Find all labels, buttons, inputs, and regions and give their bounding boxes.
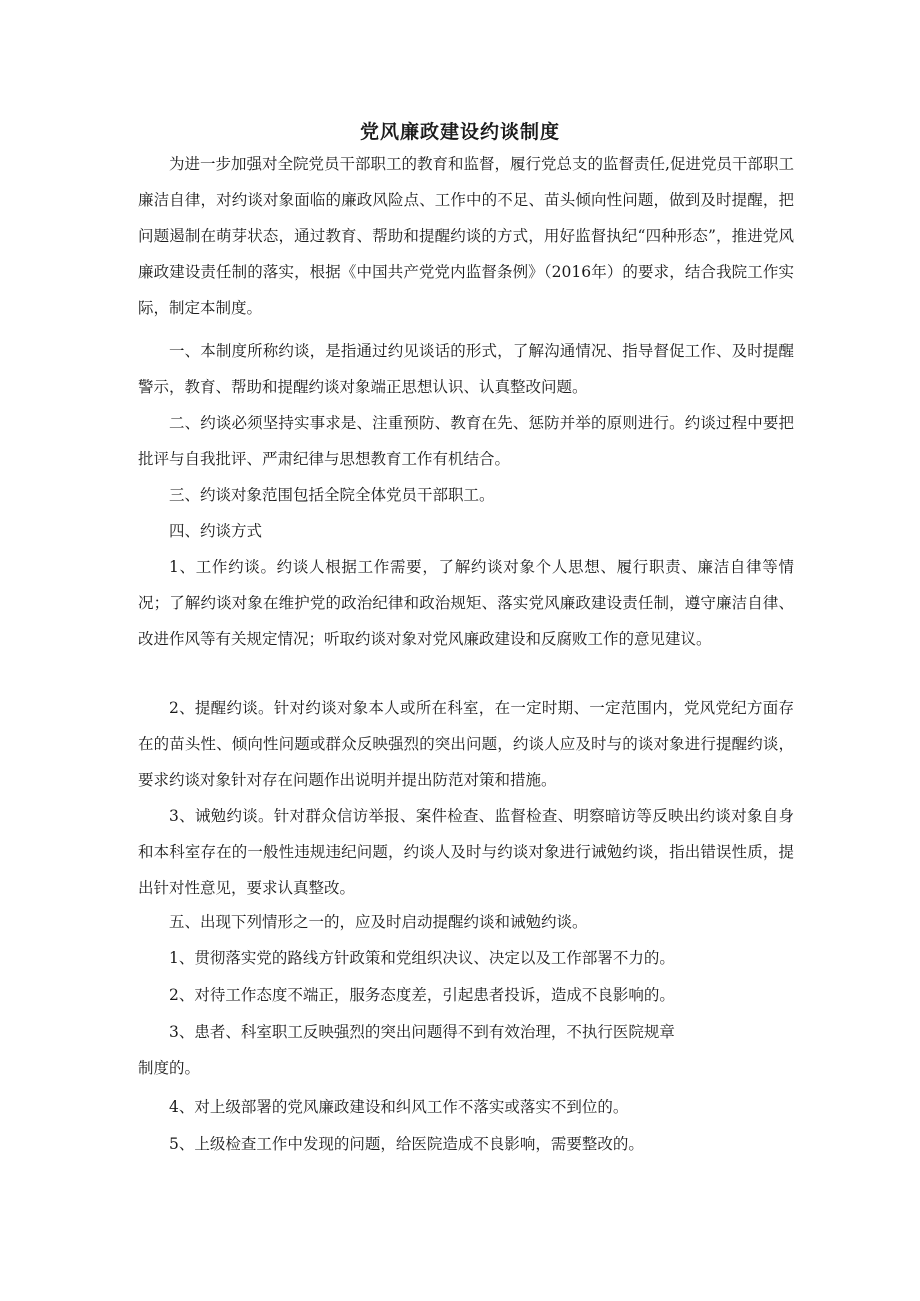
document-title: 党风廉政建设约谈制度 (359, 121, 560, 143)
method-3-paragraph: 3、诫勉约谈。针对群众信访举报、案件检查、监督检查、明察暗访等反映出约谈对象自身和本科室存在的一般性违规违纪问题，约谈人及时与约谈对象进行诫勉约谈，指出错误性质，提出针对性意见，要求认真整改。 (138, 807, 794, 897)
method-1-paragraph: 1、工作约谈。约谈人根据工作需要，了解约谈对象个人思想、履行职责、廉洁自律等情况；了解约谈对象在维护党的政治纪律和政治规矩、落实党风廉政建设责任制，遵守廉洁自律、改进作风等有关规定情况；听取约谈对象对党风廉政建设和反腐败工作的意见建议。 (138, 558, 794, 648)
case-2-item: 2、对待工作态度不端正，服务态度差，引起患者投诉，造成不良影响的。 (169, 986, 675, 1004)
case-1-item: 1、贯彻落实党的路线方针政策和党组织决议、决定以及工作部署不力的。 (169, 949, 675, 967)
case-3-item-continued: 制度的。 (138, 1059, 201, 1077)
section-3-paragraph: 三、约谈对象范围包括全院全体党员干部职工。 (169, 486, 495, 504)
case-3-item: 3、患者、科室职工反映强烈的突出问题得不到有效治理，不执行医院规章 (169, 1023, 675, 1041)
case-4-item: 4、对上级部署的党风廉政建设和纠风工作不落实或落实不到位的。 (169, 1098, 629, 1116)
case-5-item: 5、上级检查工作中发现的问题，给医院造成不良影响，需要整改的。 (169, 1135, 644, 1153)
section-5-paragraph: 五、出现下列情形之一的，应及时启动提醒约谈和诫勉约谈。 (169, 913, 588, 931)
section-4-heading: 四、约谈方式 (169, 522, 263, 540)
method-2-paragraph: 2、提醒约谈。针对约谈对象本人或所在科室，在一定时期、一定范围内，党风党纪方面存在的苗头性、倾向性问题或群众反映强烈的突出问题，约谈人应及时与的谈对象进行提醒约谈，要求约谈对象针对存在问题作出说明并提出防范对策和措施。 (138, 699, 794, 789)
intro-paragraph: 为进一步加强对全院党员干部职工的教育和监督，履行党总支的监督责任,促进党员干部职工廉洁自律，对约谈对象面临的廉政风险点、工作中的不足、苗头倾向性问题，做到及时提醒，把问题遏制在萌芽状态，通过教育、帮助和提醒约谈的方式，用好监督执纪“四种形态”，推进党风廉政建设责任制的落实，根据《中国共产党党内监督条例》（2016年）的要求，结合我院工作实际，制定本制度。 (138, 155, 794, 317)
section-1-paragraph: 一、本制度所称约谈，是指通过约见谈话的形式，了解沟通情况、指导督促工作、及时提醒警示，教育、帮助和提醒约谈对象端正思想认识、认真整改问题。 (138, 342, 794, 396)
section-2-paragraph: 二、约谈必须坚持实事求是、注重预防、教育在先、惩防并举的原则进行。约谈过程中要把批评与自我批评、严肃纪律与思想教育工作有机结合。 (138, 414, 794, 468)
